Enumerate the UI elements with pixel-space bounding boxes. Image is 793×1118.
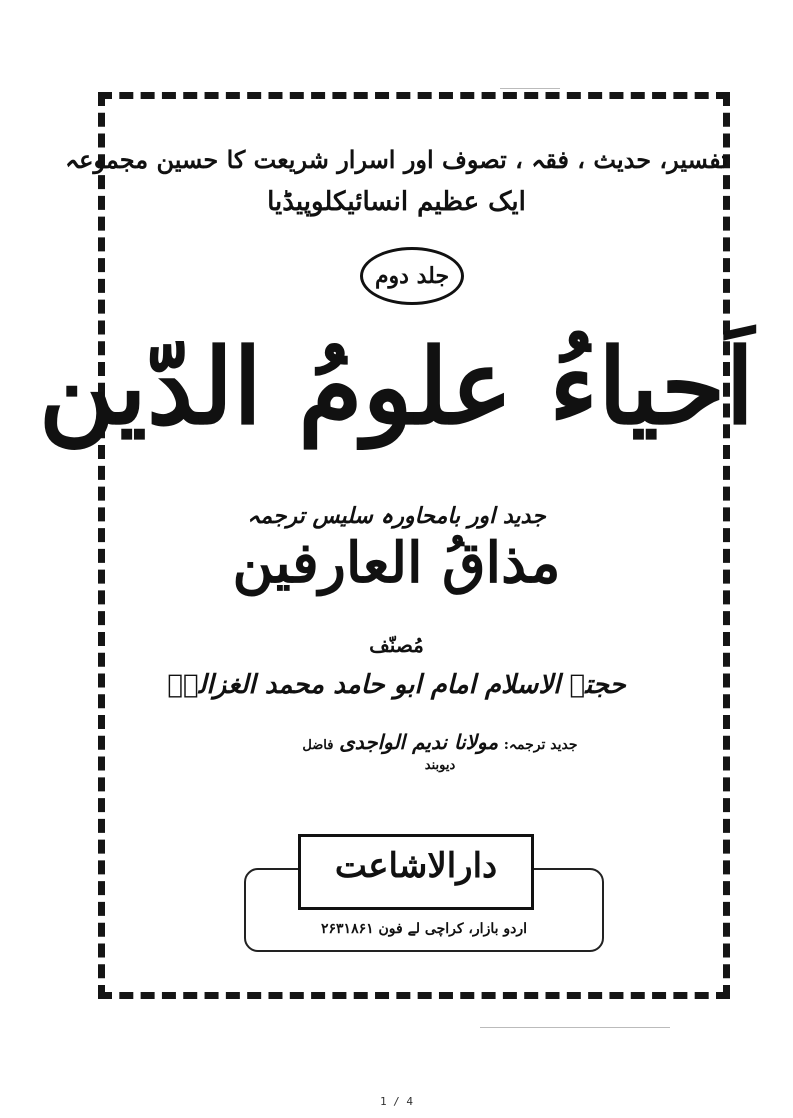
translation-note: جدید اور بامحاورہ سلیس ترجمہ xyxy=(247,503,546,529)
publisher-name: دارالاشاعت xyxy=(334,846,498,886)
translator-line xyxy=(290,730,590,773)
translator-label: جدید ترجمہ: xyxy=(503,737,578,753)
author-name: حجتہ الاسلام امام ابو حامد محمد الغزالیؒ xyxy=(167,670,626,700)
translator-degree: فاضل دیوبند xyxy=(302,738,456,773)
cover-subtitle-line1: تفسیر، حدیث ، فقہ ، تصوف اور اسرار شریعت کا حسین مجموعہ xyxy=(65,145,728,174)
main-title: اَحیاءُ علومُ الدّین xyxy=(38,325,755,448)
scan-artifact xyxy=(500,88,560,89)
publisher-address: اردو بازار، کراچی لے فون ۲۶۳۱۸۶۱ xyxy=(320,921,528,937)
cover-subtitle-line2: ایک عظیم انسائیکلوپیڈیا xyxy=(267,187,526,217)
author-label: مُصنّف xyxy=(369,633,424,657)
scan-artifact xyxy=(480,1027,670,1028)
volume-badge xyxy=(360,247,464,305)
volume-label: جلد دوم xyxy=(374,263,450,289)
translation-title: مذاقُ العارفین xyxy=(232,530,561,596)
page-indicator: 1 / 4 xyxy=(379,1095,414,1108)
translator-name: مولانا ندیم الواجدی xyxy=(339,730,499,754)
